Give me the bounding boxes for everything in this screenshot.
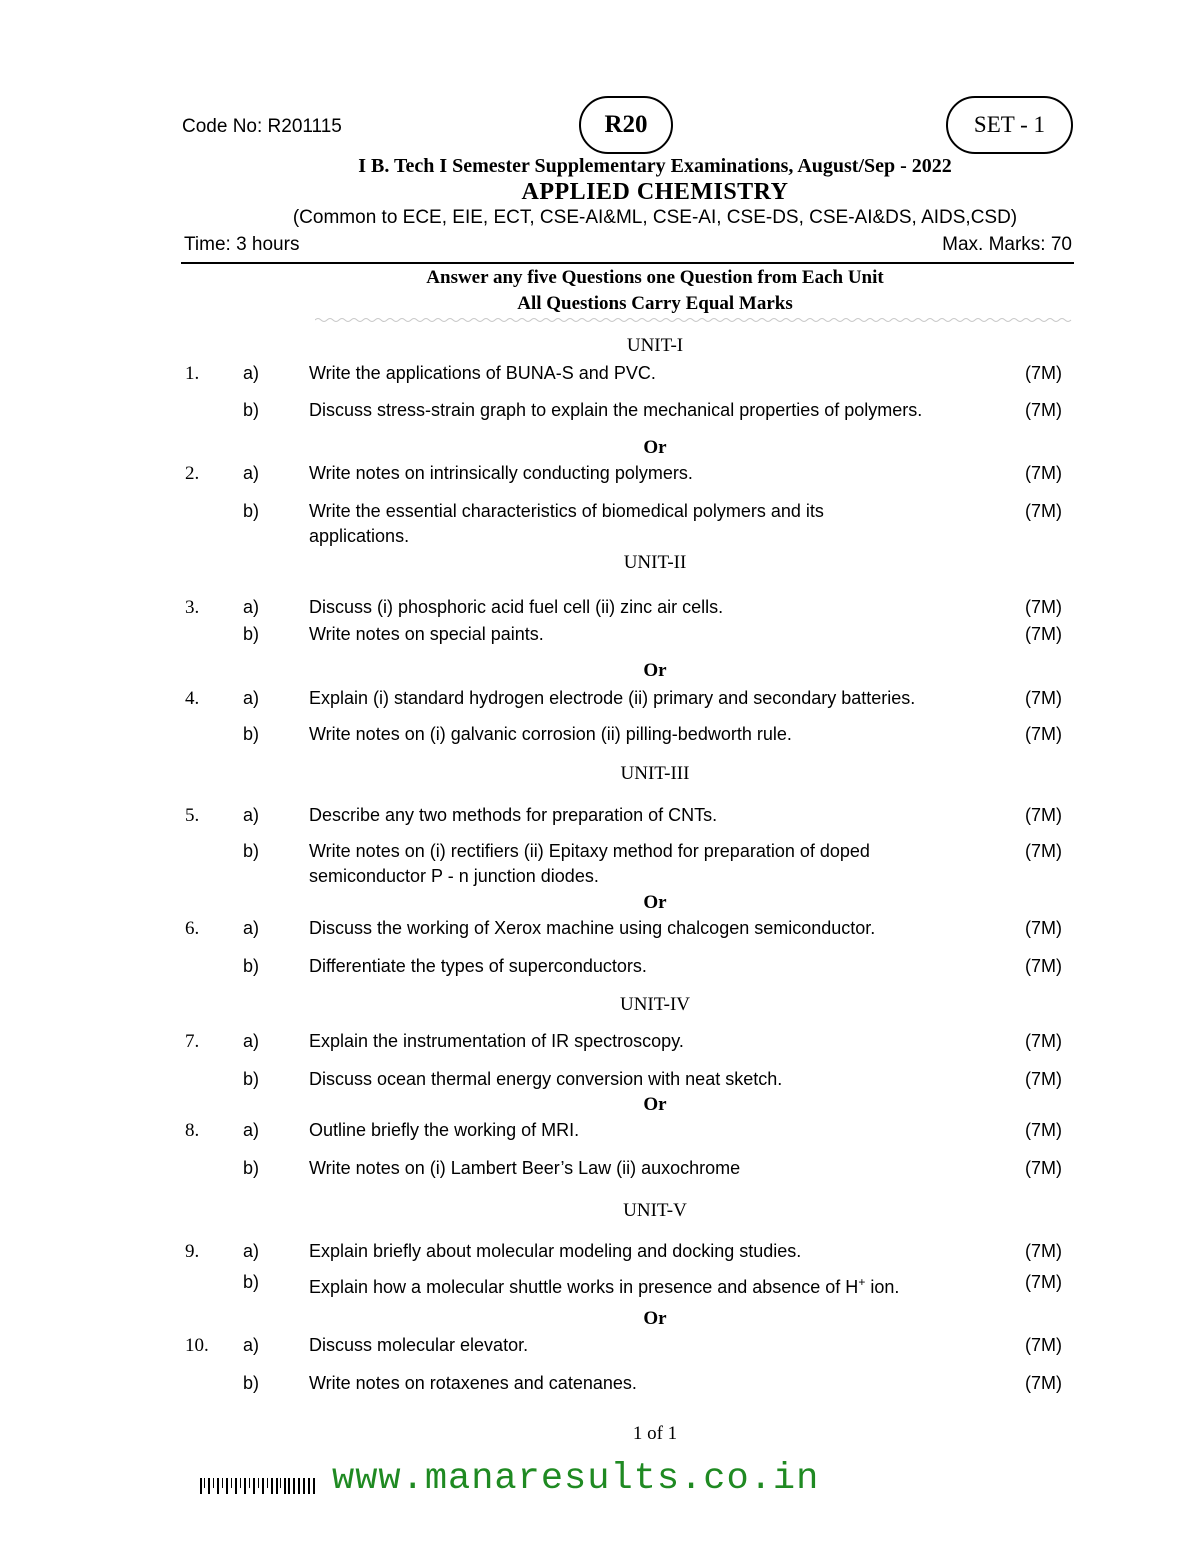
part-label: b) (243, 956, 260, 976)
question-text: Discuss (i) phosphoric acid fuel cell (ii) zinc air cells. (309, 597, 724, 617)
or-separator: Or (643, 437, 667, 458)
question-text: Write notes on (i) Lambert Beer’s Law (ii) auxochrome (309, 1158, 741, 1178)
question-text: Write notes on (i) galvanic corrosion (ii) pilling-bedworth rule. (309, 724, 792, 744)
exam-title: I B. Tech I Semester Supplementary Examinations, August/Sep - 2022 (358, 155, 952, 177)
max-marks: Max. Marks: 70 (942, 234, 1072, 255)
or-separator: Or (643, 660, 667, 681)
question-text: Discuss molecular elevator. (309, 1335, 529, 1355)
part-label: a) (243, 597, 260, 617)
page-number: 1 of 1 (632, 1423, 678, 1444)
question-number: 8. (185, 1120, 200, 1141)
marks: (7M) (1025, 1031, 1062, 1051)
question-text: Write notes on (i) rectifiers (ii) Epitaxy method for preparation of doped semiconductor P - n junction diodes. (309, 841, 870, 886)
part-label: b) (243, 841, 260, 861)
part-label: b) (243, 1373, 260, 1393)
part-label: b) (243, 1069, 260, 1089)
question-text: Write notes on special paints. (309, 624, 544, 644)
unit-heading: UNIT-IV (619, 994, 690, 1015)
question-text (309, 1270, 899, 1300)
question-text: Explain the instrumentation of IR spectroscopy. (309, 1031, 684, 1051)
marks: (7M) (1025, 363, 1062, 383)
question-text: Differentiate the types of superconductors. (309, 956, 647, 976)
marks: (7M) (1025, 688, 1062, 708)
barcode-icon (200, 1478, 318, 1494)
part-label: a) (243, 1241, 260, 1261)
question-text: Write notes on rotaxenes and catenanes. (309, 1373, 637, 1393)
marks: (7M) (1025, 1120, 1062, 1140)
wavy-divider (315, 316, 1073, 324)
marks: (7M) (1025, 1069, 1062, 1089)
question-number: 3. (185, 597, 200, 618)
question-text: Discuss ocean thermal energy conversion with neat sketch. (309, 1069, 783, 1089)
part-label: b) (243, 400, 260, 420)
marks: (7M) (1025, 1373, 1062, 1393)
part-label: b) (243, 724, 260, 744)
question-text: Explain (i) standard hydrogen electrode (ii) primary and secondary batteries. (309, 688, 916, 708)
question-number: 10. (185, 1335, 209, 1356)
marks: (7M) (1025, 624, 1062, 644)
part-label: a) (243, 1031, 260, 1051)
question-number: 5. (185, 805, 200, 826)
unit-heading: UNIT-I (626, 335, 684, 356)
set-badge: SET - 1 (946, 96, 1073, 154)
instruction-line-1: Answer any five Questions one Question from Each Unit (426, 267, 884, 288)
or-separator: Or (643, 1308, 667, 1329)
question-text: Describe any two methods for preparation of CNTs. (309, 805, 718, 825)
part-label: b) (243, 624, 260, 644)
marks: (7M) (1025, 463, 1062, 483)
marks: (7M) (1025, 1241, 1062, 1261)
part-label: a) (243, 918, 260, 938)
superscript: + (858, 1275, 866, 1289)
part-label: b) (243, 1272, 260, 1292)
marks: (7M) (1025, 1272, 1062, 1292)
header-divider (181, 262, 1074, 264)
part-label: a) (243, 463, 260, 483)
text-segment: Explain how a molecular shuttle works in presence and absence of H (309, 1277, 859, 1297)
marks: (7M) (1025, 956, 1062, 976)
question-number: 6. (185, 918, 200, 939)
marks: (7M) (1025, 841, 1062, 861)
website-link[interactable]: www.manaresults.co.in (332, 1458, 820, 1500)
part-label: a) (243, 805, 260, 825)
question-number: 7. (185, 1031, 200, 1052)
unit-heading: UNIT-V (623, 1200, 687, 1221)
subject-title: APPLIED CHEMISTRY (521, 179, 789, 205)
question-number: 4. (185, 688, 200, 709)
marks: (7M) (1025, 1335, 1062, 1355)
question-text: Write notes on intrinsically conducting polymers. (309, 463, 693, 483)
marks: (7M) (1025, 724, 1062, 744)
part-label: b) (243, 1158, 260, 1178)
part-label: a) (243, 363, 260, 383)
branches-line: (Common to ECE, EIE, ECT, CSE-AI&ML, CSE-AI, CSE-DS, CSE-AI&DS, AIDS,CSD) (292, 207, 1018, 228)
question-text: Discuss stress-strain graph to explain the mechanical properties of polymers. (309, 400, 923, 420)
or-separator: Or (643, 892, 667, 913)
part-label: b) (243, 501, 260, 521)
marks: (7M) (1025, 805, 1062, 825)
or-separator: Or (643, 1094, 667, 1115)
text-segment: ion. (865, 1277, 900, 1297)
question-text: Discuss the working of Xerox machine using chalcogen semiconductor. (309, 918, 876, 938)
regulation-badge: R20 (579, 96, 673, 154)
marks: (7M) (1025, 400, 1062, 420)
question-text: Explain briefly about molecular modeling and docking studies. (309, 1241, 802, 1261)
question-text: Write the applications of BUNA-S and PVC. (309, 363, 656, 383)
marks: (7M) (1025, 501, 1062, 521)
instruction-line-2: All Questions Carry Equal Marks (517, 293, 793, 314)
time-duration: Time: 3 hours (184, 234, 300, 255)
question-text: Write the essential characteristics of biomedical polymers and its applications. (309, 501, 824, 546)
question-number: 1. (185, 363, 200, 384)
unit-heading: UNIT-III (620, 763, 690, 784)
unit-heading: UNIT-II (623, 552, 687, 573)
question-text: Outline briefly the working of MRI. (309, 1120, 580, 1140)
marks: (7M) (1025, 1158, 1062, 1178)
marks: (7M) (1025, 597, 1062, 617)
part-label: a) (243, 1335, 260, 1355)
code-number: Code No: R201115 (182, 116, 342, 137)
question-number: 2. (185, 463, 200, 484)
marks: (7M) (1025, 918, 1062, 938)
part-label: a) (243, 688, 260, 708)
question-number: 9. (185, 1241, 200, 1262)
part-label: a) (243, 1120, 260, 1140)
